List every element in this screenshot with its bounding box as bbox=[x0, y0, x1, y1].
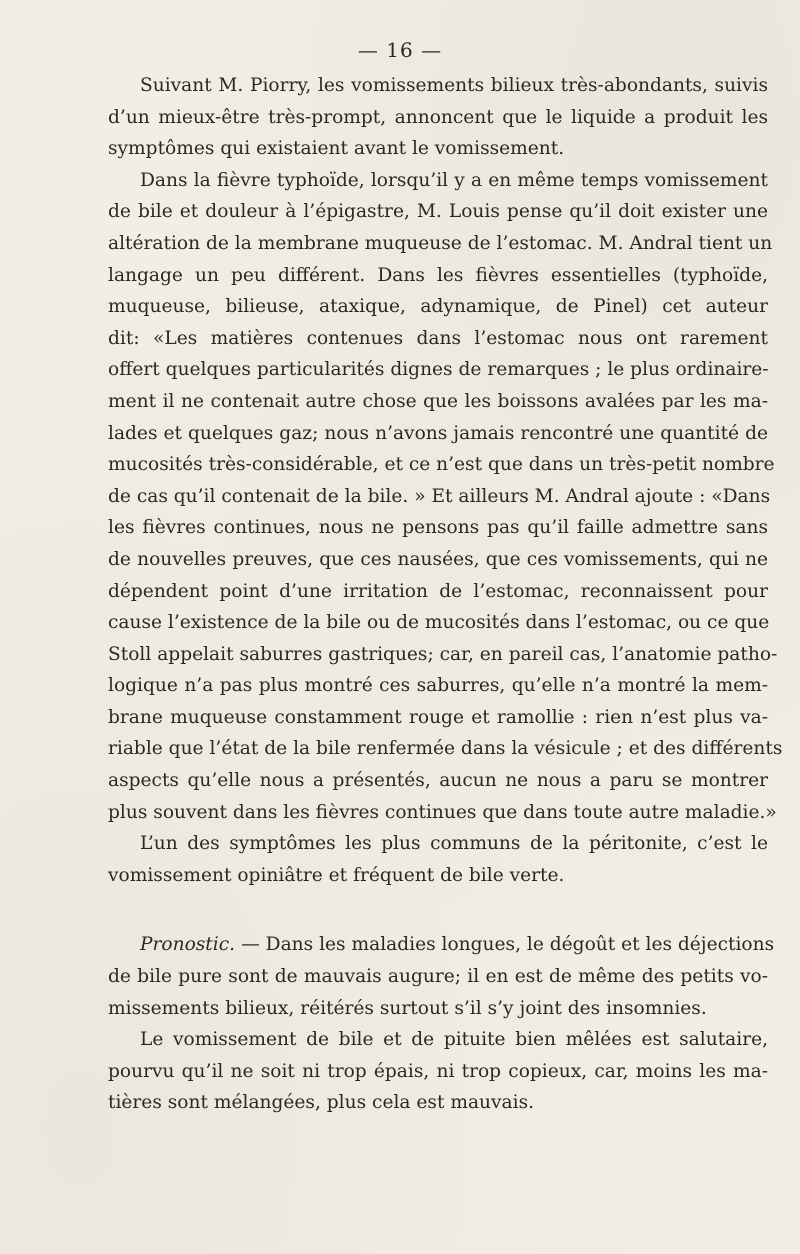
prognosis-section bbox=[108, 929, 775, 1024]
text-line: missements bilieux, réitérés surtout s’il s’y joint des insomnies. bbox=[108, 997, 707, 1019]
text-line-content: Dans les maladies longues, le dégoût et les déjections bbox=[265, 934, 775, 956]
paragraph bbox=[108, 828, 768, 891]
text-line: logique n’a pas plus montré ces saburres, qu’elle n’a montré la mem- bbox=[108, 675, 768, 697]
text-line: Le vomissement de bile et de pituite bien mêlées est salutaire, bbox=[140, 1029, 768, 1051]
text-line: de bile pure sont de mauvais augure; il en est de même des petits vo- bbox=[108, 966, 768, 988]
paragraph bbox=[108, 70, 768, 165]
text-line bbox=[108, 929, 775, 961]
text-line: offert quelques particularités dignes de remarques ; le plus ordinaire- bbox=[108, 359, 769, 381]
text-line: Suivant M. Piorry, les vomissements bilieux très-abondants, suivis bbox=[140, 75, 768, 96]
body-text bbox=[108, 70, 783, 1119]
text-line: L’un des symptômes les plus communs de la péritonite, c’est le bbox=[140, 833, 768, 855]
text-line: dépendent point d’une irritation de l’estomac, reconnaissent pour bbox=[108, 580, 768, 602]
text-line: lades et quelques gaz; nous n’avons jamais rencontré une quantité de bbox=[108, 422, 768, 444]
text-line: Stoll appelait saburres gastriques; car, en pareil cas, l’anatomie patho- bbox=[108, 643, 778, 665]
text-line: de cas qu’il contenait de la bile. » Et ailleurs M. Andral ajoute : «Dans bbox=[108, 485, 771, 507]
text-line: Dans la fièvre typhoïde, lorsqu’il y a en même temps vomissement bbox=[140, 169, 768, 191]
text-line: pourvu qu’il ne soit ni trop épais, ni trop copieux, car, moins les ma- bbox=[108, 1060, 768, 1082]
text-line: muqueuse, bilieuse, ataxique, adynamique, de Pinel) cet auteur bbox=[108, 296, 768, 318]
text-line: de nouvelles preuves, que ces nausées, que ces vomissements, qui ne bbox=[108, 548, 768, 570]
page-number: — 16 — bbox=[357, 38, 443, 62]
text-line: tières sont mélangées, plus cela est mauvais. bbox=[108, 1092, 535, 1114]
text-line: d’un mieux-être très-prompt, annoncent que le liquide a produit les bbox=[108, 106, 768, 128]
text-line: brane muqueuse constamment rouge et ramollie : rien n’est plus va- bbox=[108, 706, 768, 728]
text-line: les fièvres continues, nous ne pensons pas qu’il faille admettre sans bbox=[108, 517, 768, 539]
text-line: vomissement opiniâtre et fréquent de bile verte. bbox=[108, 864, 565, 886]
text-line: dit: «Les matières contenues dans l’estomac nous ont rarement bbox=[108, 327, 768, 349]
section-label: Pronostic. bbox=[140, 934, 236, 956]
paragraph bbox=[108, 165, 783, 828]
text-line: symptômes qui existaient avant le vomissement. bbox=[108, 138, 565, 160]
text-line: aspects qu’elle nous a présentés, aucun ne nous a paru se montrer bbox=[108, 770, 768, 792]
text-line: plus souvent dans les fièvres continues que dans toute autre maladie.» bbox=[108, 801, 777, 823]
text-line: mucosités très-considérable, et ce n’est que dans un très-petit nombre bbox=[108, 454, 775, 476]
text-line: de bile et douleur à l’épigastre, M. Louis pense qu’il doit exister une bbox=[108, 201, 768, 223]
text-line: cause l’existence de la bile ou de mucosités dans l’estomac, ou ce que bbox=[108, 612, 770, 634]
text-line: ment il ne contenait autre chose que les boissons avalées par les ma- bbox=[108, 390, 768, 412]
paragraph bbox=[108, 1024, 768, 1119]
text-line: riable que l’état de la bile renfermée dans la vésicule ; et des différents bbox=[108, 738, 783, 760]
text-line: altération de la membrane muqueuse de l’estomac. M. Andral tient un bbox=[108, 232, 773, 254]
text-line: langage un peu différent. Dans les fièvres essentielles (typhoïde, bbox=[108, 264, 768, 286]
section-gap bbox=[108, 891, 768, 929]
em-dash: — bbox=[241, 934, 260, 956]
